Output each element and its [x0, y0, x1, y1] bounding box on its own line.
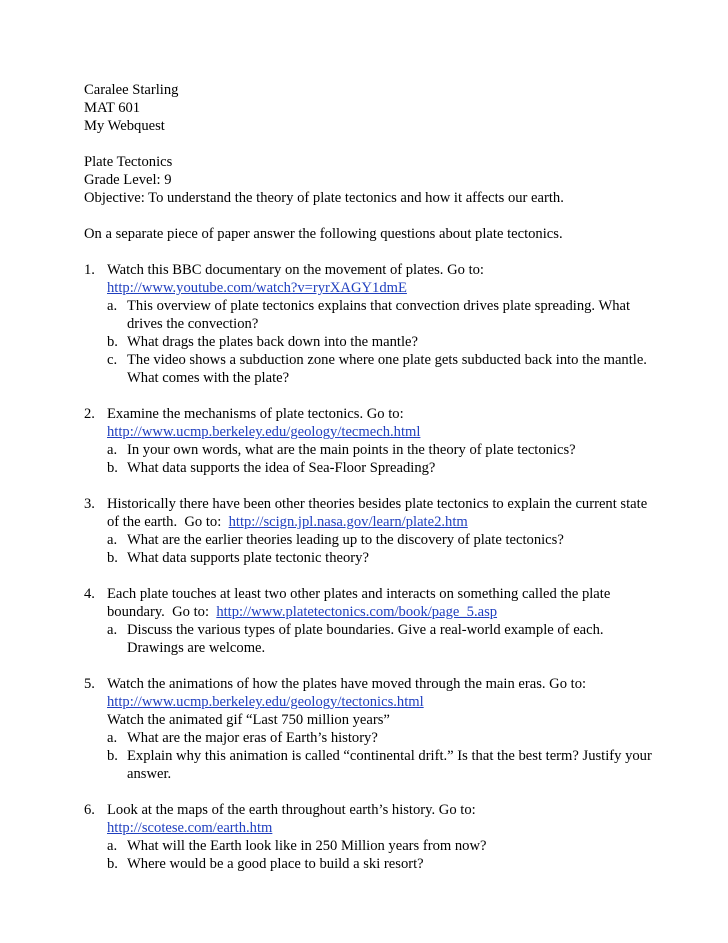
question-link[interactable]: http://www.ucmp.berkeley.edu/geology/tectonics.html: [107, 694, 424, 710]
question-2: [84, 405, 678, 477]
question-number: 5.: [84, 676, 95, 692]
question-number: 1.: [84, 262, 95, 278]
sub-letter: b.: [107, 334, 118, 350]
sub-letter: c.: [107, 352, 118, 368]
sub-letter: b.: [107, 460, 118, 476]
sub-text: What data supports the idea of Sea-Floor Spreading?: [127, 460, 436, 476]
sub-text: Explain why this animation is called “continental drift.” Is that the best term? Justify your: [127, 748, 652, 764]
sub-letter: a.: [107, 532, 118, 548]
sub-letter: b.: [107, 550, 118, 566]
sub-letter: a.: [107, 838, 118, 854]
sub-question: [107, 549, 678, 567]
sub-text: What drags the plates back down into the mantle?: [127, 334, 418, 350]
author-name: Caralee Starling: [84, 82, 179, 98]
question-number: 6.: [84, 802, 95, 818]
sub-text: This overview of plate tectonics explains that convection drives plate spreading. What: [127, 298, 631, 314]
sub-question: [107, 531, 678, 549]
question-text: Each plate touches at least two other plates and interacts on something called the plate: [107, 586, 611, 602]
question-text: of the earth. Go to:: [107, 514, 229, 530]
sub-text: In your own words, what are the main points in the theory of plate tectonics?: [127, 442, 576, 458]
objective: Objective: To understand the theory of plate tectonics and how it affects our earth.: [84, 190, 564, 206]
sub-question: [107, 333, 678, 351]
question-number: 4.: [84, 586, 95, 602]
question-text: Watch this BBC documentary on the movement of plates. Go to:: [107, 262, 484, 278]
question-text: Watch the animated gif “Last 750 million years”: [107, 712, 390, 728]
course-code: MAT 601: [84, 100, 141, 116]
question-number: 3.: [84, 496, 95, 512]
sub-letter: a.: [107, 622, 118, 638]
question-4: [84, 585, 678, 657]
instructions: On a separate piece of paper answer the following questions about plate tectonics.: [84, 226, 563, 242]
question-text: Examine the mechanisms of plate tectonics. Go to:: [107, 406, 404, 422]
sub-letter: a.: [107, 442, 118, 458]
sub-question: [107, 621, 678, 657]
question-6: [84, 801, 678, 873]
sub-text: drives the convection?: [127, 316, 259, 332]
topic-title: Plate Tectonics: [84, 154, 173, 170]
sub-text: What data supports plate tectonic theory?: [127, 550, 369, 566]
question-number: 2.: [84, 406, 95, 422]
question-3: [84, 495, 678, 567]
project-title: My Webquest: [84, 118, 165, 134]
question-link[interactable]: http://scign.jpl.nasa.gov/learn/plate2.htm: [228, 514, 468, 530]
sub-text: What will the Earth look like in 250 Million years from now?: [127, 838, 487, 854]
sub-letter: b.: [107, 856, 118, 872]
sub-letter: b.: [107, 748, 118, 764]
sub-question: [107, 297, 678, 333]
sub-letter: a.: [107, 298, 118, 314]
sub-text: What are the major eras of Earth’s history?: [127, 730, 378, 746]
sub-letter: a.: [107, 730, 118, 746]
sub-question: [107, 837, 678, 855]
sub-question: [107, 855, 678, 873]
question-5: [84, 675, 678, 783]
question-link[interactable]: http://scotese.com/earth.htm: [107, 820, 273, 836]
question-1: [84, 261, 678, 387]
sub-text: Where would be a good place to build a ski resort?: [127, 856, 424, 872]
question-link[interactable]: http://www.youtube.com/watch?v=ryrXAGY1dmE: [107, 280, 407, 296]
sub-question: [107, 747, 678, 783]
question-text: Watch the animations of how the plates have moved through the main eras. Go to:: [107, 676, 587, 692]
sub-question: [107, 729, 678, 747]
grade-level: Grade Level: 9: [84, 172, 172, 188]
sub-text: What are the earlier theories leading up to the discovery of plate tectonics?: [127, 532, 564, 548]
question-link[interactable]: http://www.platetectonics.com/book/page_5.asp: [216, 604, 498, 620]
sub-question: [107, 351, 678, 387]
sub-question: [107, 441, 678, 459]
sub-question: [107, 459, 678, 477]
sub-text: Drawings are welcome.: [127, 640, 266, 656]
sub-text: answer.: [127, 766, 172, 782]
sub-text: What comes with the plate?: [127, 370, 290, 386]
question-text: Historically there have been other theories besides plate tectonics to explain the current state: [107, 496, 648, 512]
question-link[interactable]: http://www.ucmp.berkeley.edu/geology/tecmech.html: [107, 424, 421, 440]
question-text: Look at the maps of the earth throughout earth’s history. Go to:: [107, 802, 476, 818]
sub-text: Discuss the various types of plate boundaries. Give a real-world example of each.: [127, 622, 604, 638]
sub-text: The video shows a subduction zone where one plate gets subducted back into the mantle.: [127, 352, 647, 368]
question-text: boundary. Go to:: [107, 604, 217, 620]
